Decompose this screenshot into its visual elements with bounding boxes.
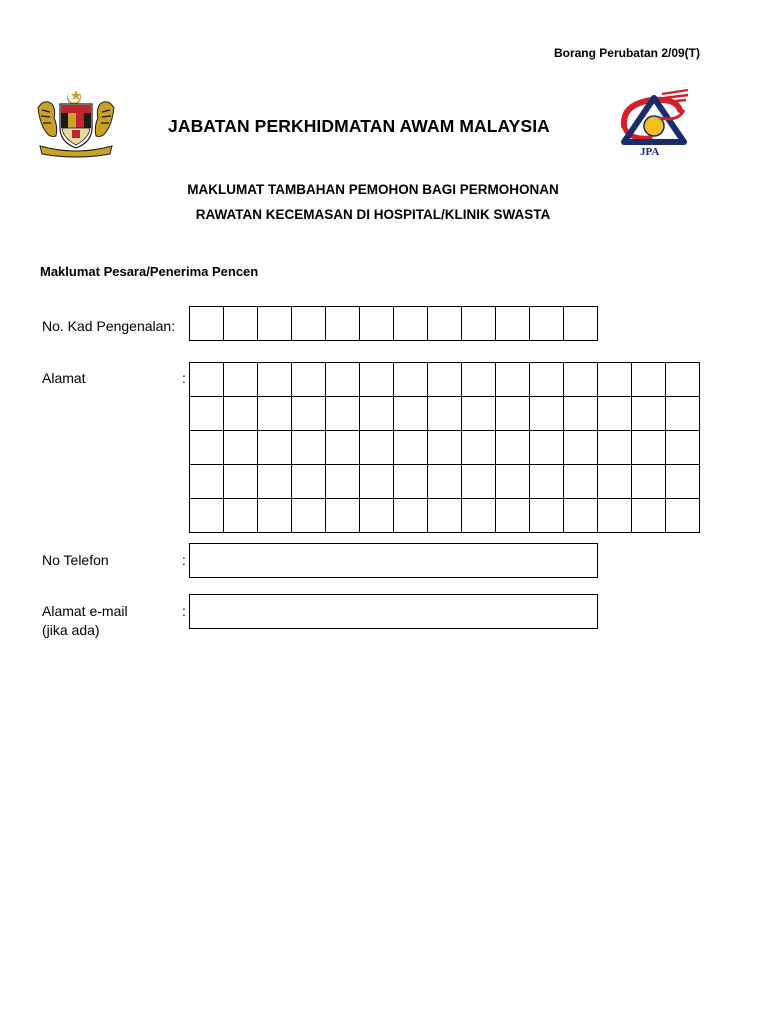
address-char-box[interactable] [564, 363, 598, 397]
address-char-box[interactable] [292, 397, 326, 431]
coat-of-arms-logo [34, 88, 118, 158]
address-char-box[interactable] [224, 363, 258, 397]
ic-number-boxes[interactable] [189, 306, 598, 341]
form-title-line2: RAWATAN KECEMASAN DI HOSPITAL/KLINIK SWASTA [195, 207, 551, 222]
email-label-optional: (jika ada) [42, 622, 100, 638]
address-char-box[interactable] [258, 431, 292, 465]
address-char-box[interactable] [666, 363, 700, 397]
ic-digit-box[interactable] [190, 307, 224, 341]
address-char-box[interactable] [292, 465, 326, 499]
address-char-box[interactable] [360, 499, 394, 533]
ic-digit-box[interactable] [530, 307, 564, 341]
address-char-box[interactable] [190, 363, 224, 397]
form-title-line1: MAKLUMAT TAMBAHAN PEMOHON BAGI PERMOHONAN [187, 182, 559, 197]
address-char-box[interactable] [360, 465, 394, 499]
address-char-box[interactable] [666, 499, 700, 533]
address-char-box[interactable] [190, 431, 224, 465]
address-char-box[interactable] [360, 431, 394, 465]
address-char-box[interactable] [258, 363, 292, 397]
ic-digit-box[interactable] [224, 307, 258, 341]
ic-digit-box[interactable] [496, 307, 530, 341]
address-char-box[interactable] [462, 431, 496, 465]
ic-digit-box[interactable] [462, 307, 496, 341]
address-char-box[interactable] [360, 397, 394, 431]
address-char-box[interactable] [496, 397, 530, 431]
address-char-box[interactable] [360, 363, 394, 397]
address-char-box[interactable] [530, 431, 564, 465]
email-colon: : [182, 603, 186, 619]
address-char-box[interactable] [632, 499, 666, 533]
address-char-box[interactable] [394, 499, 428, 533]
address-char-box[interactable] [326, 431, 360, 465]
agency-name: JABATAN PERKHIDMATAN AWAM MALAYSIA [168, 116, 550, 136]
address-char-box[interactable] [428, 431, 462, 465]
address-char-box[interactable] [666, 431, 700, 465]
address-label: Alamat [42, 370, 86, 386]
ic-digit-box[interactable] [564, 307, 598, 341]
address-char-box[interactable] [530, 465, 564, 499]
ic-digit-box[interactable] [258, 307, 292, 341]
address-char-box[interactable] [598, 499, 632, 533]
address-char-box[interactable] [598, 465, 632, 499]
address-char-box[interactable] [564, 397, 598, 431]
ic-digit-box[interactable] [428, 307, 462, 341]
address-char-box[interactable] [394, 465, 428, 499]
ic-number-label: No. Kad Pengenalan: [42, 318, 176, 334]
address-char-box[interactable] [292, 363, 326, 397]
address-char-box[interactable] [326, 397, 360, 431]
address-char-box[interactable] [530, 397, 564, 431]
address-char-box[interactable] [564, 499, 598, 533]
address-char-box[interactable] [462, 499, 496, 533]
address-char-box[interactable] [326, 465, 360, 499]
address-char-box[interactable] [598, 431, 632, 465]
address-char-box[interactable] [190, 465, 224, 499]
address-char-box[interactable] [394, 363, 428, 397]
ic-digit-box[interactable] [326, 307, 360, 341]
section-heading: Maklumat Pesara/Penerima Pencen [40, 264, 259, 279]
address-char-box[interactable] [292, 431, 326, 465]
address-char-box[interactable] [190, 499, 224, 533]
address-char-box[interactable] [462, 397, 496, 431]
address-char-box[interactable] [564, 465, 598, 499]
address-char-box[interactable] [530, 363, 564, 397]
address-char-box[interactable] [564, 431, 598, 465]
phone-label: No Telefon [42, 552, 109, 568]
address-char-box[interactable] [496, 499, 530, 533]
address-char-box[interactable] [462, 363, 496, 397]
address-char-box[interactable] [326, 499, 360, 533]
address-char-box[interactable] [224, 397, 258, 431]
jpa-logo [614, 86, 700, 162]
address-char-box[interactable] [428, 363, 462, 397]
address-char-box[interactable] [394, 397, 428, 431]
address-char-box[interactable] [530, 499, 564, 533]
address-char-box[interactable] [666, 397, 700, 431]
address-char-box[interactable] [666, 465, 700, 499]
address-char-box[interactable] [598, 397, 632, 431]
address-char-box[interactable] [428, 465, 462, 499]
address-char-box[interactable] [632, 363, 666, 397]
email-label: Alamat e-mail [42, 603, 128, 619]
ic-digit-box[interactable] [360, 307, 394, 341]
address-char-box[interactable] [632, 465, 666, 499]
email-input-box[interactable] [189, 594, 598, 629]
address-char-box[interactable] [496, 363, 530, 397]
form-code: Borang Perubatan 2/09(T) [553, 46, 700, 60]
address-colon: : [182, 370, 186, 386]
address-char-box[interactable] [224, 431, 258, 465]
address-char-box[interactable] [190, 397, 224, 431]
address-char-box[interactable] [224, 499, 258, 533]
address-char-box[interactable] [224, 465, 258, 499]
address-char-box[interactable] [258, 465, 292, 499]
ic-digit-box[interactable] [292, 307, 326, 341]
address-char-box[interactable] [632, 431, 666, 465]
address-char-box[interactable] [394, 431, 428, 465]
jpa-logo-text: JPA [640, 146, 660, 158]
address-char-box[interactable] [632, 397, 666, 431]
phone-input-box[interactable] [189, 543, 598, 578]
address-char-box[interactable] [496, 465, 530, 499]
address-char-box[interactable] [428, 397, 462, 431]
phone-colon: : [182, 552, 186, 568]
address-char-box[interactable] [258, 397, 292, 431]
address-char-box[interactable] [496, 431, 530, 465]
address-char-box[interactable] [428, 499, 462, 533]
ic-digit-box[interactable] [394, 307, 428, 341]
address-char-box[interactable] [258, 499, 292, 533]
address-char-box[interactable] [462, 465, 496, 499]
address-boxes[interactable] [189, 362, 700, 533]
address-char-box[interactable] [292, 499, 326, 533]
address-char-box[interactable] [326, 363, 360, 397]
address-char-box[interactable] [598, 363, 632, 397]
